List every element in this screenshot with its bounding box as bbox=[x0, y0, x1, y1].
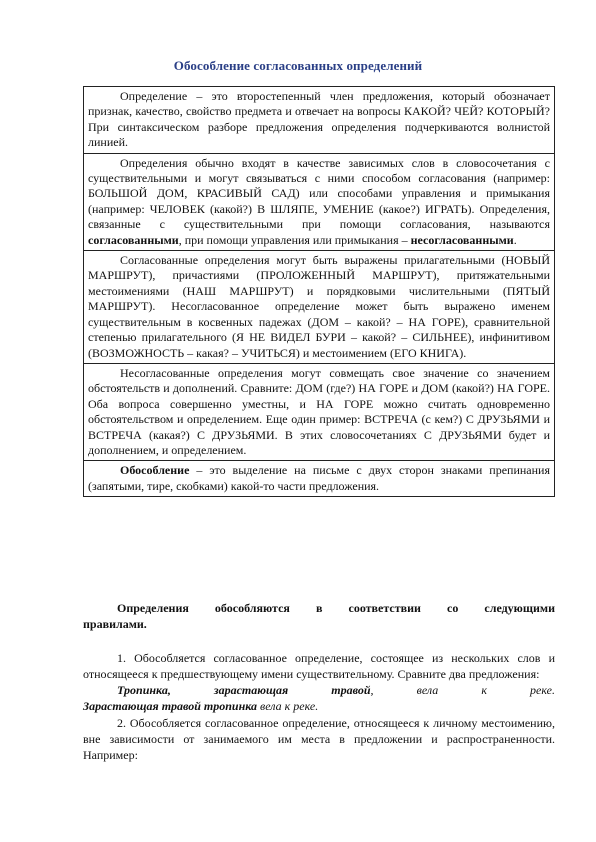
agreement-row bbox=[84, 154, 554, 251]
expression-text: Согласованные определения могут быть выражены прилагательными (НОВЫЙ МАРШРУТ), причастиями (ПРОЛОЖЕННЫЙ МАРШРУТ), притяжательными местоимениями (НАШ МАРШРУТ) и порядковыми числительными (ПЯТЫЙ МАРШРУТ). Несогласованное определение может быть выражено именем существительным в косвенных падежах (ДОМ – какой? – НА ГОРЕ), сравнительной степенью прилагательного (Я НЕ ВИДЕЛ БУРИ – какой? – СИЛЬНЕЕ), инфинитивом (ВОЗМОЖНОСТЬ – какая? – УЧИТЬСЯ) и местоимением (ЕГО КНИГА). bbox=[88, 253, 550, 360]
rule-2: 2. Обособляется согласованное определение, относящееся к личному местоимению, вне зависимости от занимаемого им места в предложении и распространенности. Например: bbox=[83, 715, 555, 763]
rules-section bbox=[83, 600, 555, 764]
rules-lead: Определения обособляются в соответствии со следующими правилами. bbox=[83, 601, 555, 632]
page-title: Обособление согласованных определений bbox=[173, 58, 423, 73]
term-isolation: Обособление bbox=[120, 463, 190, 478]
agreement-text-end: . bbox=[513, 232, 517, 247]
combined-meaning-row bbox=[84, 364, 554, 461]
agreement-text-cont: , при помощи управления или примыкания – bbox=[178, 232, 411, 247]
definition-text: Определение – это второстепенный член предложения, который обозначает признак, качество, свойство предмета и отвечает на вопросы КАКОЙ? ЧЕЙ? КОТОРЫЙ? При синтаксическом разборе предложения определения подчеркиваются волнистой линией. bbox=[88, 89, 550, 150]
definitions-table bbox=[83, 86, 555, 497]
term-agreed: согласованными bbox=[88, 232, 179, 247]
term-unagreed: несогласованными bbox=[410, 232, 514, 247]
example-1: Тропинка, зарастающая травой, вела к реке. bbox=[117, 683, 555, 698]
combined-meaning-text: Несогласованные определения могут совмещать свое значение со значением обстоятельств и дополнений. Сравните: ДОМ (где?) НА ГОРЕ и ДОМ (какой?) НА ГОРЕ. Оба вопроса совершенно уместны, и НА ГОРЕ можно считать одновременно обстоятельством и определением. Еще один пример: ВСТРЕЧА (с кем?) С ДРУЗЬЯМИ и ВСТРЕЧА (какая?) С ДРУЗЬЯМИ. В этих словосочетаниях С ДРУЗЬЯМИ будет и дополнением, и определением. bbox=[88, 365, 550, 457]
agreement-text: Определения обычно входят в качестве зависимых слов в словосочетания с существительными и могут связываться с ними способом согласования (например: БОЛЬШОЙ ДОМ, КРАСИВЫЙ САД) или способами управления и примыкания (например: ЧЕЛОВЕК (какой?) В ШЛЯПЕ, УМЕНИЕ (какое?) ИГРАТЬ). Определения, связанные с существительными при помощи согласования, называются bbox=[88, 155, 550, 232]
definition-row bbox=[84, 87, 554, 154]
rule-1: 1. Обособляется согласованное определение, состоящее из нескольких слов и относящееся к предшествующему имени существительному. Сравните два предложения: bbox=[83, 650, 555, 681]
isolation-row bbox=[84, 461, 554, 496]
expression-row bbox=[84, 251, 554, 364]
example-2: Зарастающая травой тропинка вела к реке. bbox=[83, 699, 319, 714]
isolation-text: – это выделение на письме с двух сторон знаками препинания (запятыми, тире, скобками) какой-то части предложения. bbox=[88, 463, 550, 493]
